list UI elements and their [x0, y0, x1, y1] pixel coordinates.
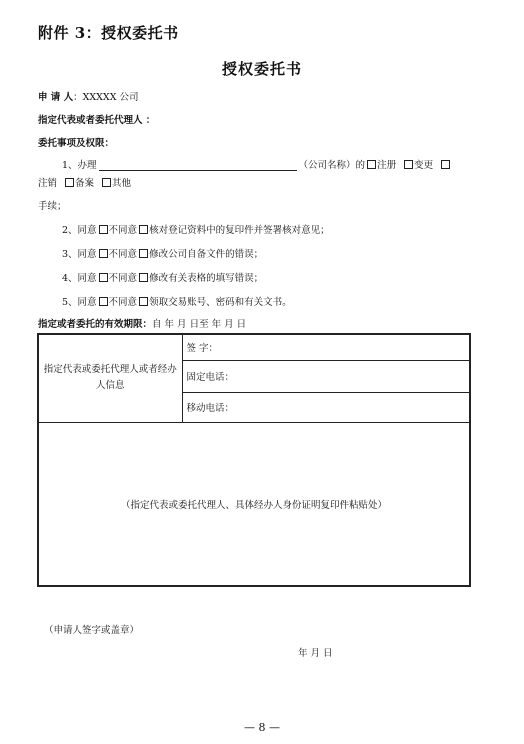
checkbox-item4-disagree[interactable]	[139, 273, 148, 282]
page-number: — 8 —	[244, 721, 280, 734]
item-2	[62, 222, 330, 236]
agent-line: 指定代表或者委托代理人 ：	[38, 115, 156, 126]
item-3	[62, 246, 263, 260]
agent-info-table	[37, 333, 471, 587]
checkbox-register[interactable]	[367, 160, 376, 169]
landline-field[interactable]: 固定电话：	[182, 360, 470, 392]
company-name-blank[interactable]	[99, 160, 297, 171]
applicant-colon: ：	[73, 92, 83, 103]
option-other: 其他	[112, 178, 132, 189]
attachment-heading: 附件 3：授权委托书	[38, 24, 179, 42]
checkbox-filing[interactable]	[65, 178, 74, 187]
item1-suffix: 手续；	[38, 201, 67, 212]
checkbox-item3-disagree[interactable]	[139, 249, 148, 258]
id-copy-paste-area: （指定代表或委托代理人、具体经办人身份证明复印件粘贴处）	[38, 422, 470, 586]
item-3-text: 修改公司自备文件的错误；	[149, 249, 264, 260]
checkbox-item2-agree[interactable]	[99, 225, 108, 234]
item-5-agree: 5、同意	[62, 297, 97, 308]
item1-row1	[62, 157, 451, 171]
item-2-disagree: 不同意	[108, 225, 138, 236]
mobile-field[interactable]: 移动电话：	[182, 392, 470, 422]
option-change: 变更	[414, 160, 434, 171]
applicant-line	[38, 89, 138, 103]
item-5-disagree: 不同意	[108, 297, 138, 308]
option-register: 注册	[377, 160, 397, 171]
checkbox-item4-agree[interactable]	[99, 273, 108, 282]
item1-row2	[38, 175, 131, 189]
item-4-disagree: 不同意	[108, 273, 138, 284]
seal-note: （申请人签字或盖章）	[44, 625, 140, 636]
document-title: 授权委托书	[221, 60, 302, 78]
signature-field[interactable]: 签 字：	[182, 334, 470, 360]
scope-label: 委托事项及权限：	[38, 138, 115, 149]
applicant-value: XXXXX 公司	[82, 92, 139, 103]
validity-label: 指定或者委托的有效期限：	[38, 319, 153, 330]
item-2-text: 核对登记资料中的复印件并签署核对意见；	[149, 225, 330, 236]
item-4	[62, 270, 263, 284]
item1-prefix: 1、办理	[62, 160, 97, 171]
checkbox-cancel-trailing[interactable]	[441, 160, 450, 169]
checkbox-item5-disagree[interactable]	[139, 297, 148, 306]
validity-line	[38, 316, 246, 330]
option-cancel: 注销	[38, 178, 58, 189]
checkbox-item3-agree[interactable]	[99, 249, 108, 258]
item-3-agree: 3、同意	[62, 249, 97, 260]
item1-company-note: （公司名称）的	[298, 160, 366, 171]
agent-info-label: 指定代表或委托代理人或者经办人信息	[38, 334, 182, 422]
item-4-agree: 4、同意	[62, 273, 97, 284]
checkbox-change[interactable]	[404, 160, 413, 169]
item-4-text: 修改有关表格的填写错误；	[149, 273, 264, 284]
date-line: 年 月 日	[298, 648, 333, 659]
checkbox-other[interactable]	[102, 178, 111, 187]
item-5	[62, 294, 292, 308]
applicant-label: 申 请 人	[38, 92, 74, 103]
item-5-text: 领取交易账号、密码和有关文书。	[149, 297, 292, 308]
checkbox-item2-disagree[interactable]	[139, 225, 148, 234]
option-filing: 备案	[75, 178, 95, 189]
validity-text: 自 年 月 日至 年 月 日	[152, 319, 247, 330]
checkbox-item5-agree[interactable]	[99, 297, 108, 306]
item-3-disagree: 不同意	[108, 249, 138, 260]
item-2-agree: 2、同意	[62, 225, 97, 236]
